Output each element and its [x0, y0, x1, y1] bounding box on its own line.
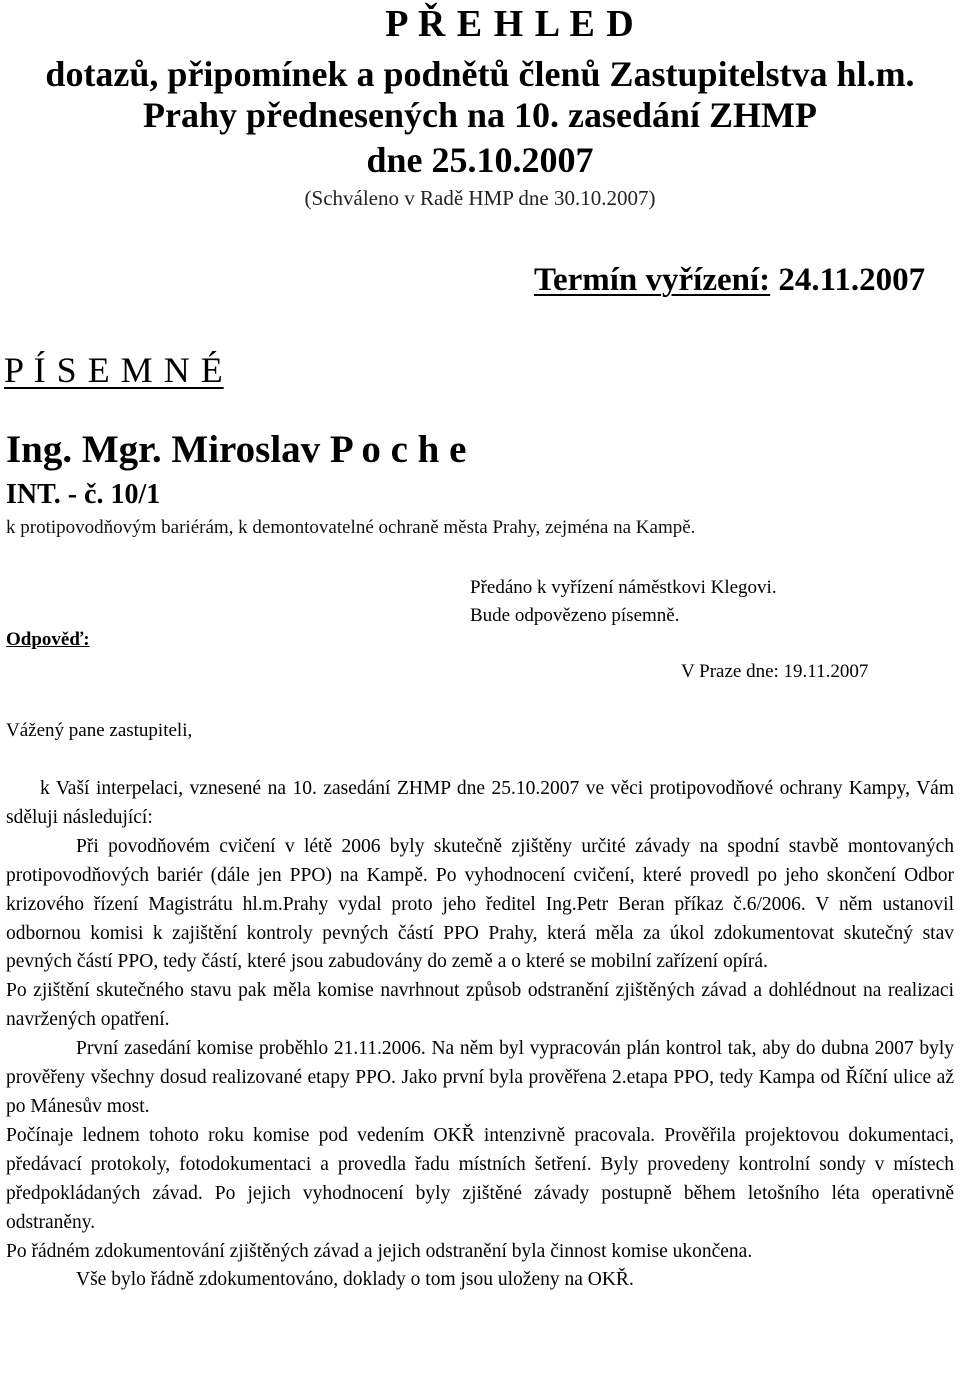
deadline-date: 24.11.2007	[778, 262, 926, 298]
body-paragraph: První zasedání komise proběhlo 21.11.2006. Na něm byl vypracován plán kontrol tak, aby do dubna 2007 byly prověřeny všechny dosud realizované etapy PPO. Jako první byla prověřena 2.etapa PPO, tedy Kampa od Říční ulice až po Mánesův most.	[6, 1038, 954, 1117]
interpellation-subject: k protipovodňovým bariérám, k demontovatelné ochraně města Prahy, zejména na Kampě.	[6, 517, 696, 538]
handover-note	[470, 574, 777, 630]
interpellation-id: INT. - č. 10/1	[6, 479, 161, 510]
header-line-2: Prahy přednesených na 10. zasedání ZHMP	[142, 95, 817, 135]
body-paragraph: k Vaší interpelaci, vznesené na 10. zasedání ZHMP dne 25.10.2007 ve věci protipovodňové ochrany Kampy, Vám sděluji následující:	[6, 778, 954, 828]
author-name: Ing. Mgr. Miroslav P o c h e	[6, 428, 467, 471]
body-paragraph: Po zjištění skutečného stavu pak měla komise navrhnout způsob odstranění zjištěných závad a dohlédnout na realizaci navržených opatření.	[6, 980, 954, 1031]
answer-type: P Í S E M N É	[4, 350, 224, 390]
place-date: V Praze dne: 19.11.2007	[681, 661, 869, 682]
approval-note: (Schváleno v Radě HMP dne 30.10.2007)	[304, 186, 656, 210]
body-paragraph: Při povodňovém cvičení v létě 2006 byly skutečně zjištěny určité závady na spodní stavbě montovaných protipovodňových bariér (dále jen PPO) na Kampě. Po vyhodnocení cvičení, které provedl po jeho skončení Odbor krizového řízení Magistrátu hl.m.Prahy vydal proto jeho ředitel Ing.Petr Beran příkaz č.6/2006. V něm ustanovil odbornou komisi k zajištění kontroly pevných částí PPO Prahy, která měla za úkol zdokumentovat skutečný stav pevných částí PPO, tedy částí, které jsou zabudovány do země a o které se mobilní zařízení opírá.	[6, 835, 954, 973]
answer-body	[6, 775, 954, 1295]
deadline	[534, 262, 925, 299]
document-title: P Ř E H L E D	[385, 3, 635, 45]
salutation: Vážený pane zastupiteli,	[6, 720, 193, 741]
body-paragraph: Počínaje lednem tohoto roku komise pod vedením OKŘ intenzivně pracovala. Prověřila projektovou dokumentaci, předávací protokoly, fotodokumentaci a provedla řadu místních šetření. Byly provedeny kontrolní sondy v místech předpokládaných závad. Po jejich vyhodnocení byly zjištěné závady postupně během letošního léta operativně odstraněny.	[6, 1124, 954, 1233]
deadline-label: Termín vyřízení:	[534, 262, 771, 298]
body-paragraph: Vše bylo řádně zdokumentováno, doklady o tom jsou uloženy na OKŘ.	[76, 1269, 634, 1291]
answer-label: Odpověď:	[6, 629, 90, 650]
body-paragraph: Po řádném zdokumentování zjištěných závad a jejich odstranění byla činnost komise ukončena.	[6, 1240, 753, 1262]
header-line-1: dotazů, připomínek a podnětů členů Zastupitelstva hl.m.	[45, 54, 915, 94]
handover-line: Předáno k vyřízení náměstkovi Klegovi.	[470, 577, 777, 598]
header-line-3: dne 25.10.2007	[366, 140, 594, 180]
answer-mode-line: Bude odpovězeno písemně.	[470, 605, 680, 626]
